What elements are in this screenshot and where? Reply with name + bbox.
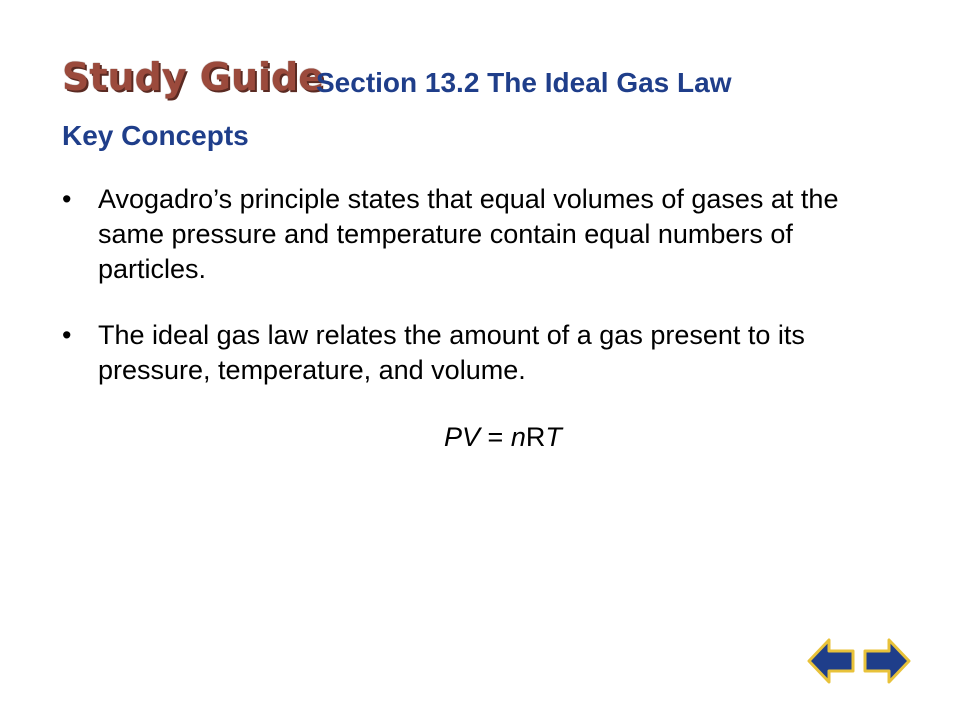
equation-pv: PV (444, 422, 481, 452)
section-title: Section 13.2 The Ideal Gas Law (316, 67, 732, 98)
equation-t: T (545, 422, 562, 452)
bullet-marker: • (62, 184, 72, 214)
bullet-ideal-gas-law (62, 318, 902, 388)
bullet-marker: • (62, 320, 72, 350)
equation-equals: = (480, 422, 511, 452)
back-button[interactable] (806, 636, 856, 686)
left-arrow-icon (806, 636, 856, 686)
equation-r: R (525, 422, 546, 452)
bullet-avogadro (62, 182, 902, 287)
forward-button[interactable] (862, 636, 912, 686)
bullet-text: The ideal gas law relates the amount of a gas present to its pressure, temperature, and volume. (98, 320, 805, 385)
ideal-gas-equation (444, 424, 562, 451)
right-arrow-icon (862, 636, 912, 686)
bullet-text: Avogadro’s principle states that equal volumes of gases at the same pressure and temperature contain equal numbers of particles. (98, 184, 839, 284)
key-concepts-heading: Key Concepts (62, 120, 249, 151)
study-guide-logo: Study Guide (62, 55, 325, 99)
equation-n: n (510, 422, 526, 452)
